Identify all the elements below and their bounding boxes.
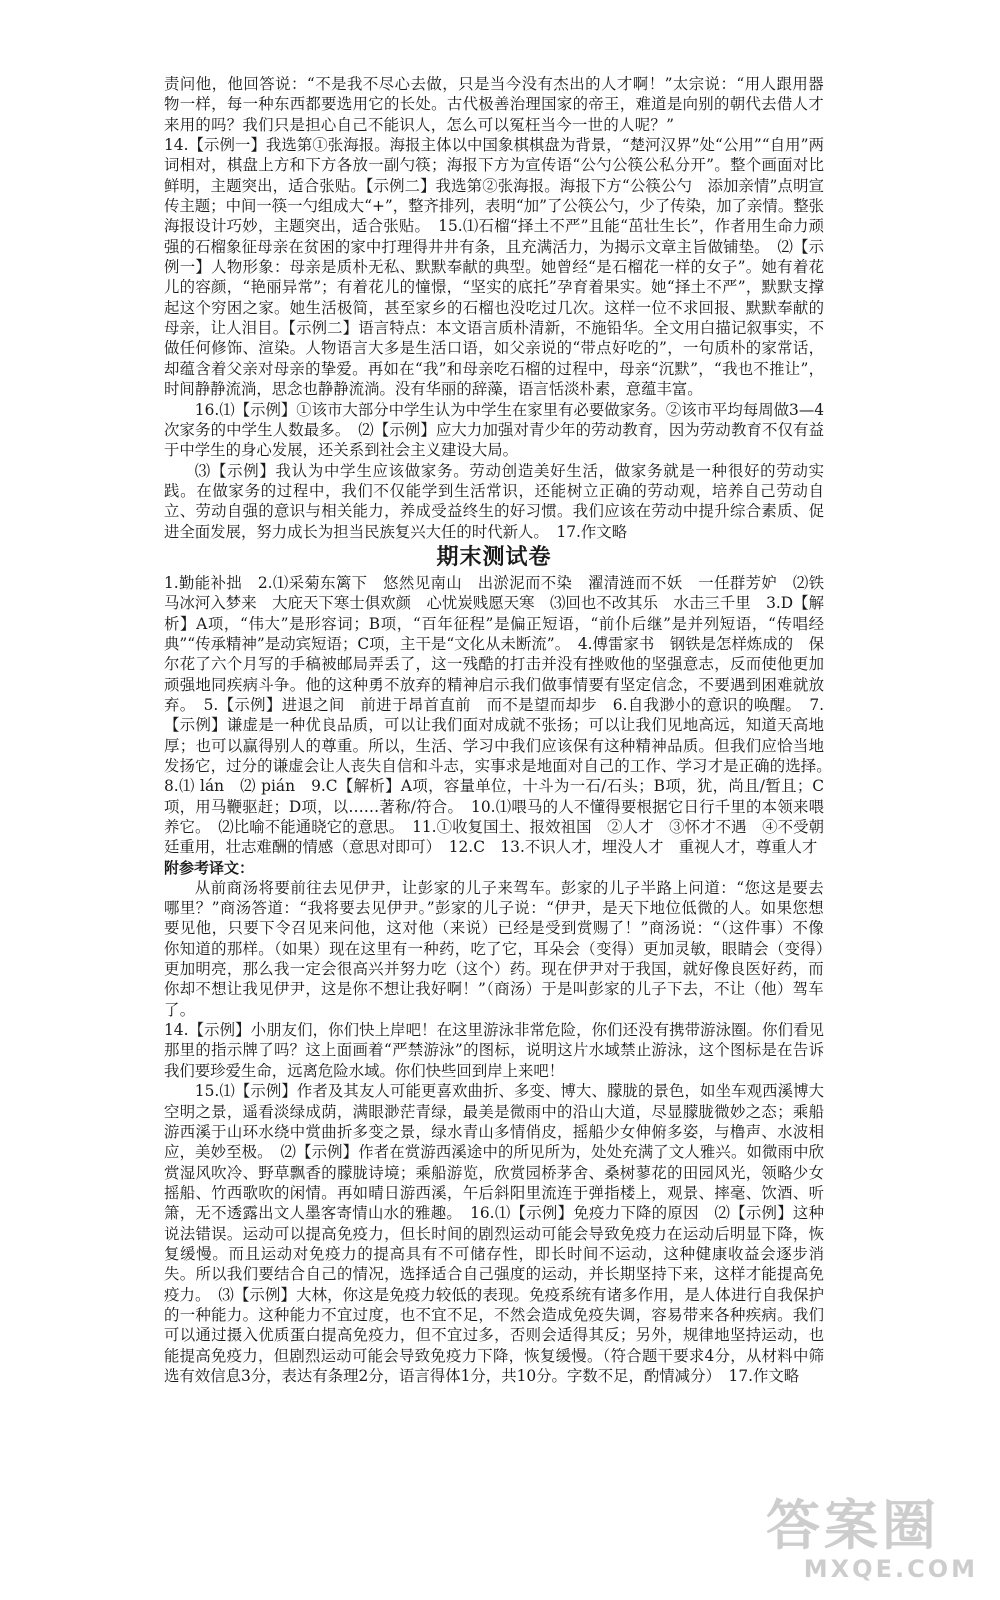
final-exam-answers [164,573,840,1386]
watermark-logo [728,1496,978,1588]
answer-14-final: 14.【示例】小朋友们，你们快上岸吧！在这里游泳非常危险，你们还没有携带游泳圈。你们看见那里的指示牌了吗？这上面画着“严禁游泳”的图标，说明这片水域禁止游泳，这个图标是在告诉我们要珍爱生命，远离危险水域。你们快些回到岸上来吧！ [164,1021,824,1080]
answer-16-3: ⑶【示例】我认为中学生应该做家务。劳动创造美好生活，做家务就是一种很好的劳动实践。在做家务的过程中，我们不仅能学到生活常识，还能树立正确的劳动观，培养自己劳动自立、劳动自强的意识与相关能力，养成受益终生的好习惯。我们应该在劳动中提升综合素质、促进全面发展，努力成长为担当民族复兴大任的时代新人。 17.作文略 [164,461,824,541]
watermark-text: 答案圈 [766,1494,940,1557]
watermark-url: MXQE.COM [803,1555,978,1583]
translation-continuation: 责问他，他回答说：“不是我不尽心去做，只是当今没有杰出的人才啊！”太宗说：“用人跟用器物一样，每一种东西都要选用它的长处。古代极善治理国家的帝王，难道是向别的朝代去借人才来用的吗？我们只是担心自己不能识人，怎么可以冤枉当今一世的人呢？” [164,75,824,134]
section-title: 期末测试卷 [436,544,552,570]
reference-translation: 从前商汤将要前往去见伊尹，让彭家的儿子来驾车。彭家的儿子半路上问道：“您这是要去哪里？”商汤答道：“我将要去见伊尹。”彭家的儿子说：“伊尹，是天下地位低微的人。如果您想要见他，只要下令召见来问他，这对他（来说）已经是受到赏赐了！”商汤说：“（这件事）不像你知道的那样。（如果）现在这里有一种药，吃了它，耳朵会（变得）更加灵敏，眼睛会（变得）更加明亮，那么我一定会很高兴并努力吃（这个）药。现在伊尹对于我国，就好像良医好药，而你却不想让我见伊尹，这是你不想让我好啊！”（商汤）于是叫彭家的儿子下去，不让（他）驾车了。 [164,878,824,1019]
answers-1-13: 1.勤能补拙 2.⑴采菊东篱下 悠然见南山 出淤泥而不染 濯清涟而不妖 一任群芳妒 ⑵铁马冰河入梦来 大庇天下寒士俱欢颜 心忧炭贱愿天寒 ⑶回也不改其乐 水击三千里 3.D【解析】A项，“伟大”是形容词；B项，“百年征程”是偏正短语，“前仆后继”是并列短语，“传唱经典”“传承精神”是动宾短语；C项，主干是“文化从未断流”。 4.傅雷家书 钢铁是怎样炼成的 保尔花了六个月写的手稿被邮局弄丢了，这一残酷的打击并没有挫败他的坚强意志，反而使他更加顽强地同疾病斗争。他的这种勇不放弃的精神启示我们做事情要有坚定信念，不要遇到困难就放弃。 5.【示例】进退之间 前进于昂首直前 而不是望而却步 6.自我渺小的意识的唤醒。 7.【示例】谦虚是一种优良品质，可以让我们面对成就不张扬；可以让我们见地高远，知道天高地厚；也可以赢得别人的尊重。所以，生活、学习中我们应该保有这种精神品质。但我们应恰当地发扬它，过分的谦虚会让人丧失自信和斗志，实事求是地面对自己的工作、学习才是正确的选择。 8.⑴ lán ⑵ pián 9.C【解析】A项，容量单位，十斗为一石/石头；B项，犹，尚且/暂且；C项，用马鞭驱赶；D项，以……著称/符合。 10.⑴喂马的人不懂得要根据它日行千里的本领来喂养它。 ⑵比喻不能通晓它的意思。 11.①收复国土、报效祖国 ②人才 ③怀才不遇 ④不受朝廷重用，壮志难酬的情感（意思对即可） 12.C 13.不识人才，埋没人才 重视人才，尊重人才 [164,573,840,857]
section-1-answers [164,74,824,542]
answer-14: 14.【示例一】我选第①张海报。海报主体以中国象棋棋盘为背景，“楚河汉界”处“公用”“自用”两词相对，棋盘上方和下方各放一副勺筷；海报下方为宣传语“公勺公筷公私分开”。整个画面对比鲜明，主题突出，适合张贴。【示例二】我选第②张海报。海报下方“公筷公勺 添加亲情”点明宣传主题；中间一筷一勺组成大“+”，整齐排列，表明“加”了公筷公勺，少了传染，加了亲情。整张海报设计巧妙，主题突出，适合张贴。 15.⑴石榴“择土不严”且能“茁壮生长”，作者用生命力顽强的石榴象征母亲在贫困的家中打理得井井有条，且充满活力，为揭示文章主旨做铺垫。 ⑵【示例一】人物形象：母亲是质朴无私、默默奉献的典型。她曾经“是石榴花一样的女子”。她有着花儿的容颜，“艳丽异常”；有着花儿的憧憬，“坚实的底托”孕育着果实。她“择土不严”，默默支撑起这个穷困之家。她生活极简，甚至家乡的石榴也没吃过几次。这样一位不求回报、默默奉献的母亲，让人泪目。【示例二】语言特点：本文语言质朴清新，不施铅华。全文用白描记叙事实，不做任何修饰、渲染。人物语言大多是生活口语，如父亲说的“带点好吃的”，一句质朴的家常话，却蕴含着父亲对母亲的挚爱。再如在“我”和母亲吃石榴的过程中，母亲“沉默”，“我也不推让”，时间静静流淌，思念也静静流淌。没有华丽的辞藻，语言恬淡朴素，意蕴丰富。 [164,136,824,399]
answer-15-17-final: 15.⑴【示例】作者及其友人可能更喜欢曲折、多变、博大、朦胧的景色，如坐车观西溪博大空明之景，遥看淡绿成荫，满眼渺茫青绿，最美是微雨中的沿山大道，尽显朦胧微妙之态；乘船游西溪于山环水绕中赏曲折多变之景，绿水青山多情俏皮，摇船少女伸俯多姿，与橹声、水波相应，美妙至极。 ⑵【示例】作者在赏游西溪途中的所见所为，处处充满了文人雅兴。如微雨中欣赏湿风吹冷、野草飘香的朦胧诗境；乘船游览，欣赏园桥茅舍、桑树蓼花的田园风光，领略少女摇船、竹西歌吹的闲情。再如晴日游西溪，午后斜阳里流连于弹指楼上，观景、摔毫、饮酒、听箫，无不透露出文人墨客寄情山水的雅趣。 16.⑴【示例】免疫力下降的原因 ⑵【示例】这种说法错误。运动可以提高免疫力，但长时间的剧烈运动可能会导致免疫力在运动后明显下降，恢复缓慢。而且运动对免疫力的提高具有不可储存性，即长时间不运动，这种健康收益会逐步消失。所以我们要结合自己的情况，选择适合自己强度的运动，并长期坚持下来，这样才能提高免疫力。 ⑶【示例】大林，你这是免疫力较低的表现。免疫系统有诸多作用，是人体进行自我保护的一种能力。这种能力不宜过度，也不宜不足，不然会造成免疫失调，容易带来各种疾病。我们可以通过摄入优质蛋白提高免疫力，但不宜过多，否则会适得其反；另外，规律地坚持运动，也能提高免疫力，但剧烈运动可能会导致免疫力下降，恢复缓慢。（符合题干要求4分，从材料中筛选有效信息3分，表达有条理2分，语言得体1分，共10分。字数不足，酌情减分） 17.作文略 [164,1082,824,1385]
answer-16: 16.⑴【示例】①该市大部分中学生认为中学生在家里有必要做家务。②该市平均每周做3—4次家务的中学生人数最多。 ⑵【示例】应大力加强对青少年的劳动教育，因为劳动教育不仅有益于中学生的身心发展，还关系到社会主义建设大局。 [164,400,824,460]
reference-translation-label: 附参考译文： [164,858,255,877]
